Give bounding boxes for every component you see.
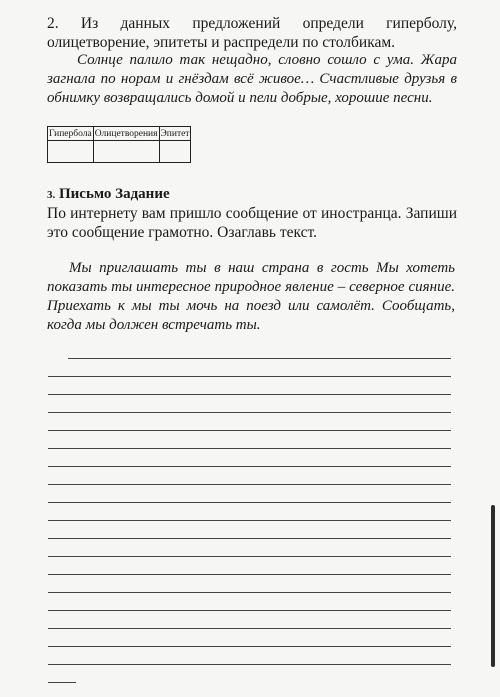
answer-line[interactable]	[48, 574, 451, 575]
task-3-number: 3.	[47, 189, 56, 201]
task-3-instruction: По интернету вам пришло сообщение от иностранца. Запиши это сообщение грамотно. Озаглавь текст.	[47, 205, 457, 241]
answer-line[interactable]	[48, 682, 76, 683]
answer-line[interactable]	[48, 556, 451, 557]
answer-line[interactable]	[48, 466, 451, 467]
answer-line[interactable]	[48, 646, 451, 647]
example-sentences: Солнце палило так нещадно, словно сошло с ума. Жара загнала по норам и гнёздам всё живое… Счастливые друзья в обнимку возвращались домой и пели добрые, хорошие песни.	[47, 52, 457, 106]
task-3-title: Письмо Задание	[59, 186, 170, 202]
message-text: Мы приглашать ты в наш страна в гость Мы хотеть показать ты интересное природное явление – северное сияние. Приехать к мы ты мочь на поезд или самолёт. Сообщать, когда мы должен встречать ты.	[47, 260, 455, 333]
answer-line[interactable]	[48, 628, 451, 629]
answer-line[interactable]	[48, 502, 451, 503]
task-2-line-1: 2. Из данных предложений определи гиперболу,	[47, 15, 457, 32]
scrollbar-thumb[interactable]	[491, 505, 495, 667]
column-header-epithet: Эпитет	[160, 128, 190, 139]
answer-line[interactable]	[48, 520, 451, 521]
answer-line[interactable]	[48, 538, 451, 539]
column-header-hyperbole: Гипербола	[49, 128, 92, 139]
answer-line[interactable]	[48, 412, 451, 413]
answer-line[interactable]	[48, 484, 451, 485]
column-header-personification: Олицетворения	[94, 128, 158, 139]
answer-line[interactable]	[48, 610, 451, 611]
answer-line[interactable]	[68, 358, 451, 359]
answer-line[interactable]	[48, 664, 451, 665]
answer-line[interactable]	[48, 592, 451, 593]
answer-line[interactable]	[48, 430, 451, 431]
answer-line[interactable]	[48, 448, 451, 449]
answer-line[interactable]	[48, 376, 451, 377]
answer-line[interactable]	[48, 394, 451, 395]
task-2-line-2: олицетворение, эпитеты и распредели по столбикам.	[47, 34, 396, 51]
